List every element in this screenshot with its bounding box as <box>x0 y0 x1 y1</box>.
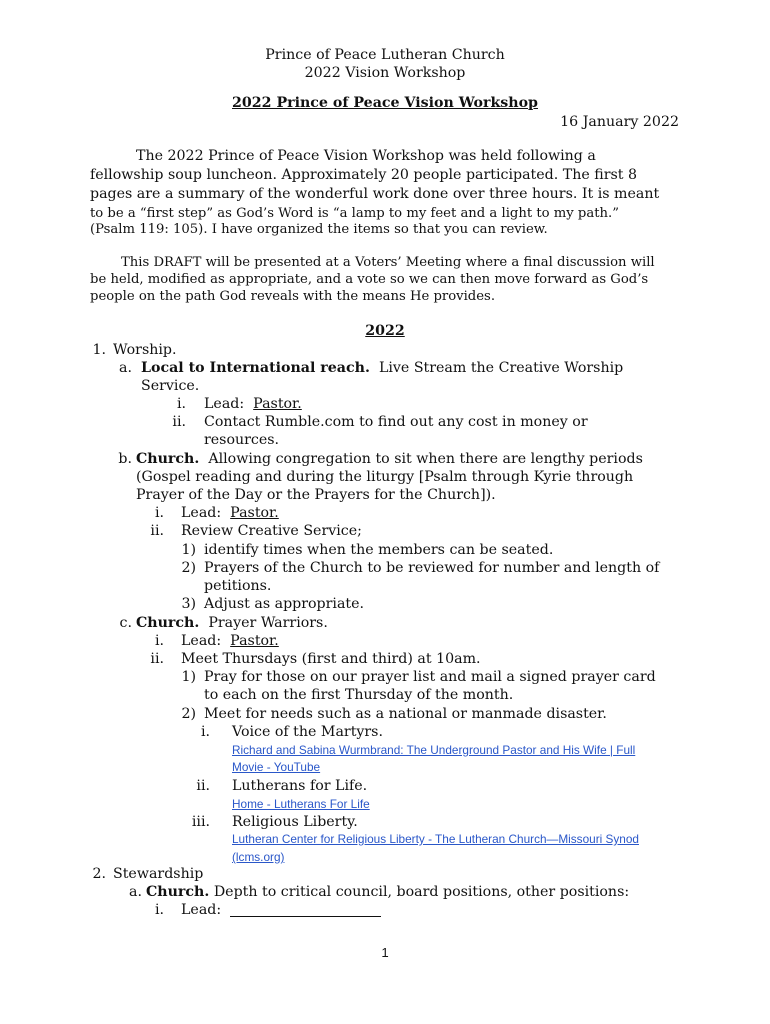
item-letter: c. <box>119 615 132 631</box>
lead-label: Lead: <box>204 396 245 412</box>
item-religious-liberty: Religious Liberty. <box>232 814 358 830</box>
lead-line <box>181 633 279 649</box>
item-subnumber: 1) <box>181 542 196 558</box>
lead-blank-line <box>230 916 381 917</box>
item-subnumber: 2) <box>181 706 196 722</box>
lead-line <box>204 396 302 412</box>
header-church-name: Prince of Peace Lutheran Church <box>265 47 505 63</box>
item-subnumber: 2) <box>181 560 196 576</box>
item-b-bold: Church. <box>136 451 200 467</box>
item-b-2-cont: petitions. <box>204 578 272 594</box>
item-letter: b. <box>118 451 132 467</box>
intro2-line: be held, modified as appropriate, and a vote so we can then move forward as God’s <box>90 272 649 287</box>
item-letter: a. <box>119 360 132 376</box>
item-lutherans-life: Lutherans for Life. <box>232 778 368 794</box>
item-b-2-text: Prayers of the Church to be reviewed for number and length of <box>204 560 660 576</box>
year-heading: 2022 <box>365 323 405 339</box>
item-roman: i. <box>154 633 164 649</box>
item-roman: ii. <box>196 778 210 794</box>
item-sa-bold: Church. <box>146 884 210 900</box>
item-a-text: Live Stream the Creative Worship <box>378 360 624 376</box>
intro2-line: people on the path God reveals with the means He provides. <box>90 289 496 304</box>
item-b-line <box>136 451 643 467</box>
item-number: 1. <box>92 342 106 358</box>
item-subnumber: 1) <box>181 669 196 685</box>
item-b-cont: Prayer of the Day or the Prayers for the Church]). <box>136 487 496 503</box>
document-date: 16 January 2022 <box>560 114 679 130</box>
worship-heading: Worship. <box>113 342 177 358</box>
item-sa-text: Depth to critical council, board positions, other positions: <box>213 884 630 900</box>
document-title: 2022 Prince of Peace Vision Workshop <box>232 95 538 111</box>
item-roman: ii. <box>172 414 186 430</box>
intro-line: (Psalm 119: 105). I have organized the items so that you can review. <box>90 222 548 237</box>
item-b-text: Allowing congregation to sit when there are lengthy periods <box>208 451 643 467</box>
youtube-link[interactable]: Richard and Sabina Wurmbrand: The Underground Pastor and His Wife | Full <box>232 743 636 757</box>
lead-label: Lead: <box>181 902 222 918</box>
lead-value: Pastor. <box>253 396 302 412</box>
item-c-1-text: Pray for those on our prayer list and mail a signed prayer card <box>204 669 656 685</box>
item-letter: a. <box>129 884 142 900</box>
item-roman: ii. <box>150 651 164 667</box>
item-roman: i. <box>176 396 186 412</box>
item-a-line <box>141 360 623 376</box>
lead-label: Lead: <box>181 633 222 649</box>
item-c-line <box>136 615 328 631</box>
item-sa-line <box>146 884 629 900</box>
lead-value: Pastor. <box>230 633 279 649</box>
header-subtitle: 2022 Vision Workshop <box>304 65 466 81</box>
intro2-line: This DRAFT will be presented at a Voters’ Meeting where a final discussion will <box>121 255 655 270</box>
item-roman: iii. <box>191 814 210 830</box>
item-c-bold: Church. <box>136 615 200 631</box>
item-a-cont: Service. <box>141 378 200 394</box>
intro-line: pages are a summary of the wonderful work done over three hours. It is meant <box>90 186 660 202</box>
item-roman: i. <box>154 505 164 521</box>
item-b-ii-text: Review Creative Service; <box>181 523 362 539</box>
item-b-cont: (Gospel reading and during the liturgy [Psalm through Kyrie through <box>136 469 634 485</box>
intro-line: The 2022 Prince of Peace Vision Workshop was held following a <box>136 148 596 164</box>
intro-line: to be a “first step” as God’s Word is “a lamp to my feet and a light to my path.” <box>90 206 619 221</box>
intro-line: fellowship soup luncheon. Approximately 20 people participated. The first 8 <box>90 167 638 183</box>
page-number: 1 <box>381 945 389 960</box>
item-number: 2. <box>92 866 106 882</box>
item-roman: ii. <box>150 523 164 539</box>
item-c-2-text: Meet for needs such as a national or manmade disaster. <box>204 706 607 722</box>
item-c-text: Prayer Warriors. <box>208 615 328 631</box>
lead-label: Lead: <box>181 505 222 521</box>
item-roman: i. <box>154 902 164 918</box>
lead-line <box>181 505 279 521</box>
item-voice-martyrs: Voice of the Martyrs. <box>232 724 383 740</box>
lutherans-for-life-link[interactable]: Home - Lutherans For Life <box>232 797 370 811</box>
item-b-1-text: identify times when the members can be seated. <box>204 542 554 558</box>
item-a-ii-text: Contact Rumble.com to find out any cost in money or <box>204 414 588 430</box>
item-a-ii-cont: resources. <box>204 432 280 448</box>
item-c-ii-text: Meet Thursdays (first and third) at 10am. <box>181 651 481 667</box>
lcms-link[interactable]: Lutheran Center for Religious Liberty - The Lutheran Church—Missouri Synod <box>232 832 639 846</box>
youtube-link[interactable]: Movie - YouTube <box>232 760 321 774</box>
item-subnumber: 3) <box>181 596 196 612</box>
lcms-link[interactable]: (lcms.org) <box>232 850 285 864</box>
stewardship-heading: Stewardship <box>113 866 204 882</box>
lead-value: Pastor. <box>230 505 279 521</box>
item-b-3-text: Adjust as appropriate. <box>204 596 365 612</box>
item-a-bold: Local to International reach. <box>141 360 370 376</box>
item-roman: i. <box>200 724 210 740</box>
item-c-1-cont: to each on the first Thursday of the month. <box>204 687 514 703</box>
